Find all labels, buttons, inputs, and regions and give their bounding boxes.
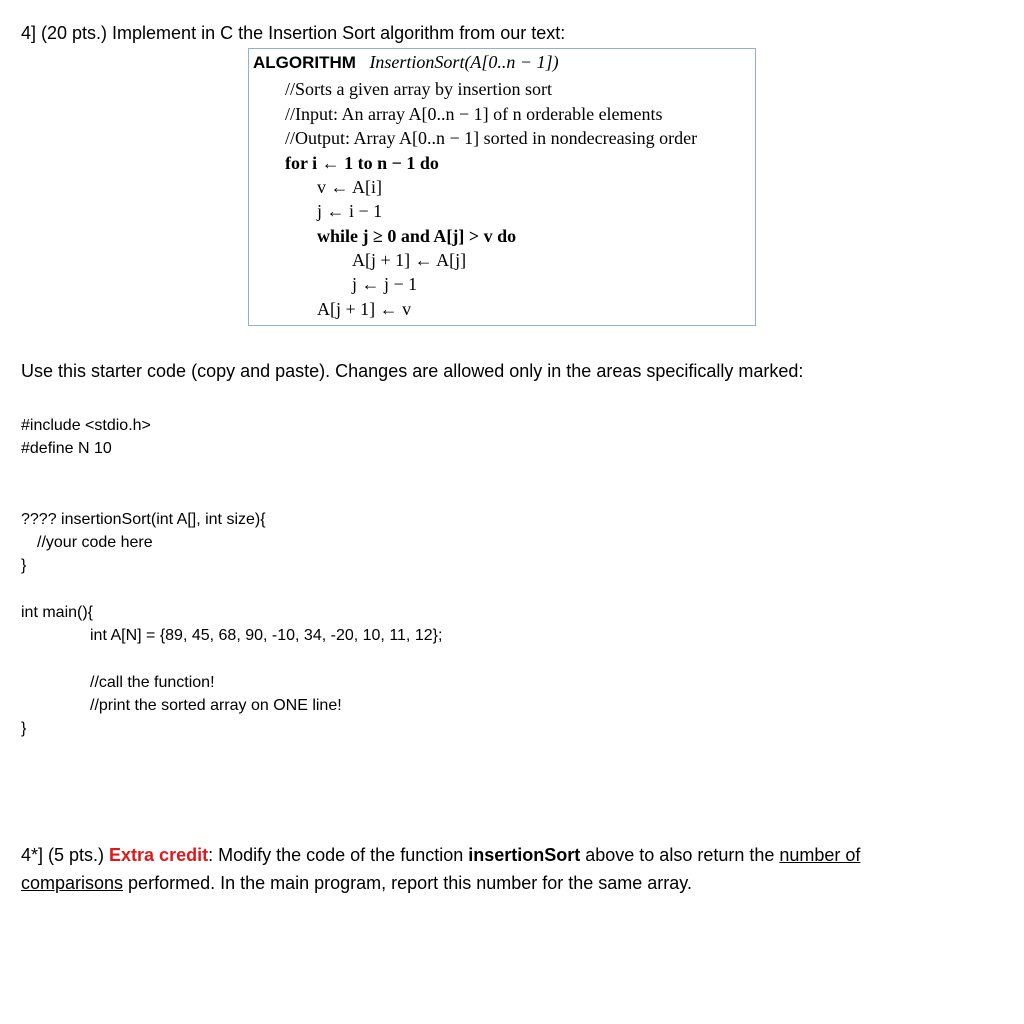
instructions-text: Use this starter code (copy and paste). Changes are allowed only in the areas specifically marked:	[21, 361, 804, 381]
question-4-heading: 4] (20 pts.) Implement in C the Insertion Sort algorithm from our text:	[21, 23, 566, 43]
extra-credit-text: above to also return the	[580, 845, 780, 865]
algorithm-header	[253, 52, 559, 73]
extra-credit-line-1	[21, 845, 860, 866]
code-call-comment: //call the function!	[90, 674, 215, 691]
algorithm-line: //Output: Array A[0..n − 1] sorted in nondecreasing order	[285, 128, 698, 148]
extra-credit-prefix: 4*] (5 pts.)	[21, 845, 110, 865]
algorithm-line: j ← j − 1	[352, 274, 418, 294]
function-name: insertionSort	[468, 845, 581, 865]
algorithm-line: for i ← 1 to n − 1 do	[285, 153, 439, 173]
algorithm-line: A[j + 1] ← A[j]	[352, 250, 467, 270]
algorithm-line: //Input: An array A[0..n − 1] of n orderable elements	[285, 104, 663, 124]
algorithm-line: while j ≥ 0 and A[j] > v do	[317, 226, 517, 246]
code-array-declaration: int A[N] = {89, 45, 68, 90, -10, 34, -20, 10, 11, 12};	[90, 627, 443, 644]
algorithm-signature: InsertionSort(A[0..n − 1])	[369, 52, 559, 72]
extra-credit-text: performed. In the main program, report this number for the same array.	[123, 873, 692, 893]
code-include: #include <stdio.h>	[21, 417, 151, 434]
algorithm-line: //Sorts a given array by insertion sort	[285, 79, 552, 99]
algorithm-line: j ← i − 1	[317, 201, 383, 221]
code-print-comment: //print the sorted array on ONE line!	[90, 697, 342, 714]
underlined-text: comparisons	[21, 873, 124, 893]
code-main-close: }	[21, 720, 27, 737]
underlined-text: number of	[779, 845, 861, 865]
extra-credit-text: : Modify the code of the function	[208, 845, 469, 865]
code-main-signature: int main(){	[21, 604, 94, 621]
code-function-close: }	[21, 557, 27, 574]
code-function-signature: ???? insertionSort(int A[], int size){	[21, 511, 266, 528]
code-function-comment: //your code here	[37, 534, 153, 551]
algorithm-line: v ← A[i]	[317, 177, 382, 197]
extra-credit-label: Extra credit	[109, 845, 209, 865]
extra-credit-line-2	[21, 873, 692, 894]
algorithm-keyword: ALGORITHM	[253, 53, 356, 72]
algorithm-line: A[j + 1] ← v	[317, 299, 412, 319]
code-define: #define N 10	[21, 440, 112, 457]
